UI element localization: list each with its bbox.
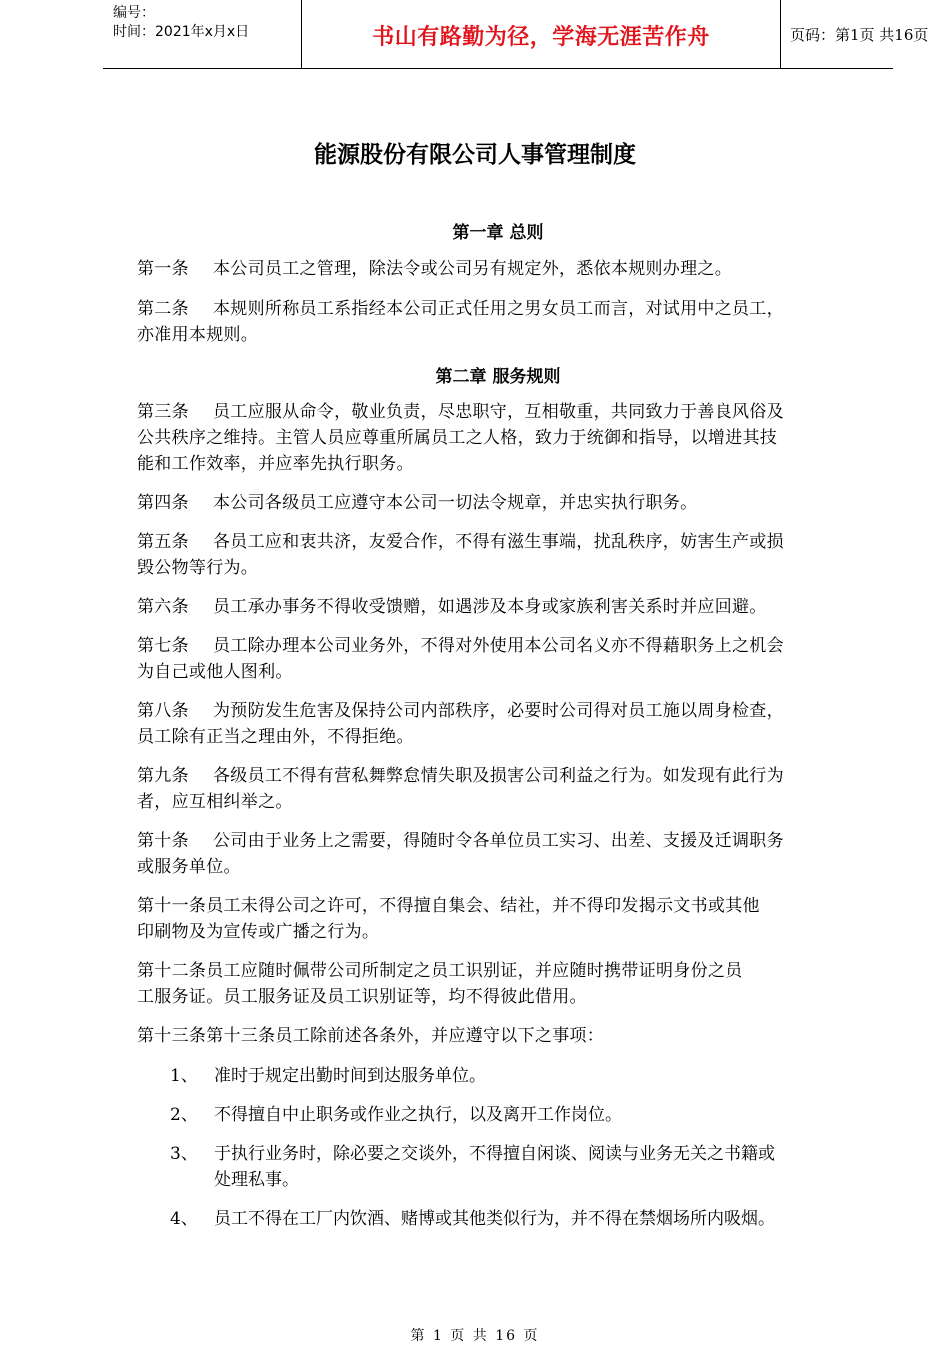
article-12	[137, 958, 867, 1010]
list-item-number: 4、	[170, 1209, 198, 1229]
article-10	[137, 828, 867, 880]
list-item	[170, 1206, 870, 1232]
article-7-label: 第七条	[137, 636, 189, 656]
article-5	[137, 529, 867, 581]
header-meta	[103, 0, 301, 68]
article-7-line-1: 员工除办理本公司业务外，不得对外使用本公司名义亦不得藉职务上之机会	[213, 636, 784, 656]
article-8-line-1: 为预防发生危害及保持公司内部秩序，必要时公司得对员工施以周身检查，	[213, 701, 784, 721]
page-footer: 第 1 页 共 16 页	[410, 1328, 540, 1344]
article-9-line-2: 者，应互相纠举之。	[137, 792, 293, 812]
article-6	[137, 594, 867, 620]
article-13-text: 第十三条第十三条员工除前述各条外，并应遵守以下之事项：	[137, 1026, 605, 1046]
article-10-line-1: 公司由于业务上之需要，得随时令各单位员工实习、出差、支援及迁调职务	[213, 831, 784, 851]
chapter-1-heading: 第一章 总则	[452, 223, 544, 243]
article-9-line-1: 各级员工不得有营私舞弊怠情失职及损害公司利益之行为。如发现有此行为	[213, 766, 784, 786]
article-2-line-1: 本规则所称员工系指经本公司正式任用之男女员工而言，对试用中之员工，	[213, 299, 784, 319]
header-number-label: 编号：	[113, 5, 155, 21]
list-item	[170, 1141, 870, 1193]
article-3-line-1: 员工应服从命令，敬业负责，尽忠职守，互相敬重，共同致力于善良风俗及	[213, 402, 784, 422]
article-11	[137, 893, 867, 945]
article-6-text: 员工承办事务不得收受馈赠，如遇涉及本身或家族利害关系时并应回避。	[213, 597, 767, 617]
article-11-line-1: 第十一条员工未得公司之许可，不得擅自集会、结社，并不得印发揭示文书或其他	[137, 896, 760, 916]
article-9	[137, 763, 867, 815]
document-title: 能源股份有限公司人事管理制度	[314, 142, 636, 168]
article-9-label: 第九条	[137, 766, 189, 786]
header-page-cell	[780, 0, 929, 68]
list-item-text: 准时于规定出勤时间到达服务单位。	[214, 1066, 486, 1086]
list-item	[170, 1063, 870, 1089]
article-7	[137, 633, 867, 685]
list-item-text: 不得擅自中止职务或作业之执行，以及离开工作岗位。	[214, 1105, 622, 1125]
list-item	[170, 1102, 870, 1128]
article-13	[137, 1023, 867, 1049]
header-page-code: 页码：第1页 共16页	[790, 26, 929, 44]
article-2-line-2: 亦准用本规则。	[137, 325, 259, 345]
article-5-line-2: 毁公物等行为。	[137, 558, 259, 578]
article-8-label: 第八条	[137, 701, 189, 721]
article-10-label: 第十条	[137, 831, 189, 851]
article-1-text: 本公司员工之管理，除法令或公司另有规定外，悉依本规则办理之。	[213, 259, 732, 279]
article-7-line-2: 为自己或他人图利。	[137, 662, 293, 682]
article-1-label: 第一条	[137, 259, 189, 279]
article-4	[137, 490, 867, 516]
list-item-text: 于执行业务时，除必要之交谈外，不得擅自闲谈、阅读与业务无关之书籍或	[214, 1144, 775, 1164]
list-item-number: 1、	[170, 1066, 198, 1086]
article-6-label: 第六条	[137, 597, 189, 617]
article-3-line-2: 公共秩序之维持。主管人员应尊重所属员工之人格，致力于统御和指导，以增进其技	[137, 428, 778, 448]
article-1	[137, 256, 867, 282]
article-10-line-2: 或服务单位。	[137, 857, 241, 877]
header-motto-cell	[301, 0, 781, 68]
article-12-line-2: 工服务证。员工服务证及员工识别证等，均不得彼此借用。	[137, 987, 587, 1007]
article-3-line-3: 能和工作效率，并应率先执行职务。	[137, 454, 414, 474]
article-2-label: 第二条	[137, 299, 189, 319]
article-8-line-2: 员工除有正当之理由外，不得拒绝。	[137, 727, 414, 747]
header-time-label: 时间：2021年x月x日	[113, 24, 250, 40]
list-item-text: 员工不得在工厂内饮酒、赌博或其他类似行为，并不得在禁烟场所内吸烟。	[214, 1209, 775, 1229]
article-5-line-1: 各员工应和衷共济，友爱合作，不得有滋生事端，扰乱秩序，妨害生产或损	[213, 532, 784, 552]
article-4-label: 第四条	[137, 493, 189, 513]
article-3-label: 第三条	[137, 402, 189, 422]
article-5-label: 第五条	[137, 532, 189, 552]
list-item-number: 2、	[170, 1105, 198, 1125]
article-3	[137, 399, 867, 477]
list-item-text-continued: 处理私事。	[214, 1170, 299, 1190]
article-2	[137, 296, 867, 348]
article-8	[137, 698, 867, 750]
article-12-line-1: 第十二条员工应随时佩带公司所制定之员工识别证，并应随时携带证明身份之员	[137, 961, 743, 981]
article-11-line-2: 印刷物及为宣传或广播之行为。	[137, 922, 380, 942]
list-item-number: 3、	[170, 1144, 198, 1164]
article-4-text: 本公司各级员工应遵守本公司一切法令规章，并忠实执行职务。	[213, 493, 698, 513]
header-motto: 书山有路勤为径，学海无涯苦作舟	[372, 24, 710, 50]
chapter-2-heading: 第二章 服务规则	[435, 367, 561, 387]
page-header	[103, 0, 929, 69]
